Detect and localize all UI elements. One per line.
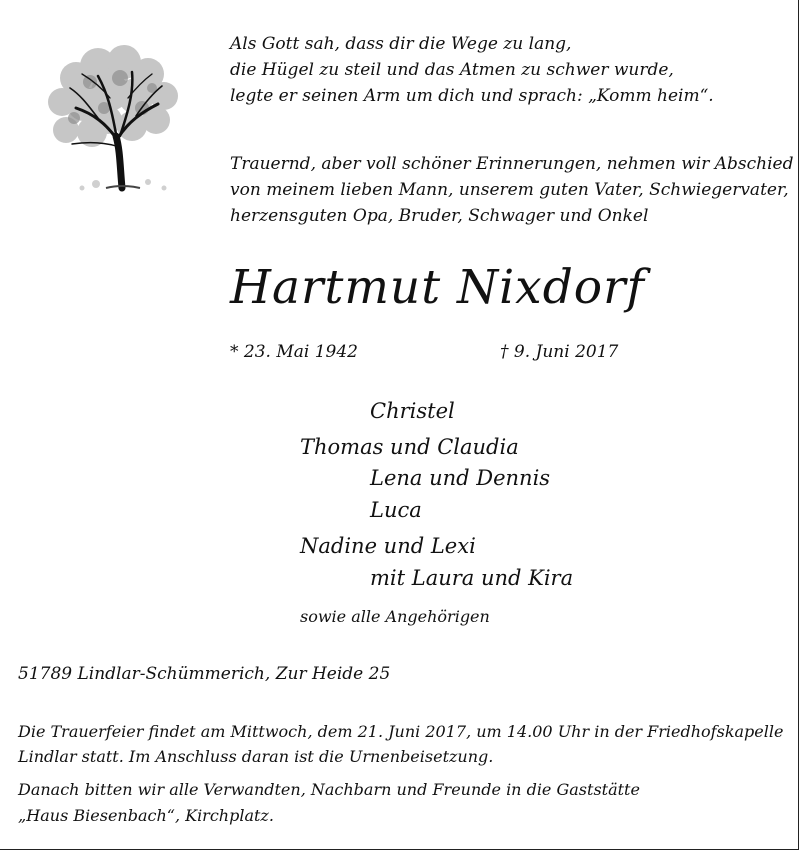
- family-member-lena: Lena und Dennis: [370, 466, 551, 490]
- intro-line-3: herzensguten Opa, Bruder, Schwager und Onkel: [230, 206, 649, 226]
- ceremony-line-2: Lindlar statt. Im Anschluss daran ist die Urnenbeisetzung.: [18, 747, 494, 766]
- poem-line-1: Als Gott sah, dass dir die Wege zu lang,: [230, 34, 572, 54]
- birth-date: * 23. Mai 1942: [230, 342, 358, 362]
- family-member-luca: Luca: [370, 498, 422, 522]
- poem-line-2: die Hügel zu steil und das Atmen zu schwer wurde,: [230, 60, 674, 80]
- poem-line-3: legte er seinen Arm um dich und sprach: „Komm heim“.: [230, 86, 714, 106]
- family-member-thomas: Thomas und Claudia: [300, 435, 519, 459]
- relatives-line: sowie alle Angehörigen: [300, 607, 490, 626]
- deceased-name: Hartmut Nixdorf: [230, 260, 645, 315]
- family-member-laura: mit Laura und Kira: [370, 566, 574, 590]
- intro-line-2: von meinem lieben Mann, unserem guten Vater, Schwiegervater,: [230, 180, 789, 200]
- family-member-christel: Christel: [370, 399, 455, 423]
- death-date: † 9. Juni 2017: [500, 342, 619, 362]
- intro-line-1: Trauernd, aber voll schöner Erinnerungen, nehmen wir Abschied: [230, 154, 794, 174]
- address-line: 51789 Lindlar-Schümmerich, Zur Heide 25: [18, 664, 391, 684]
- invitation-line-1: Danach bitten wir alle Verwandten, Nachbarn und Freunde in die Gaststätte: [18, 780, 640, 799]
- invitation-line-2: „Haus Biesenbach“, Kirchplatz.: [18, 806, 274, 825]
- tree-icon: [36, 38, 186, 198]
- family-member-nadine: Nadine und Lexi: [300, 534, 476, 558]
- ceremony-line-1: Die Trauerfeier findet am Mittwoch, dem 21. Juni 2017, um 14.00 Uhr in der Friedhofskapelle: [18, 722, 784, 741]
